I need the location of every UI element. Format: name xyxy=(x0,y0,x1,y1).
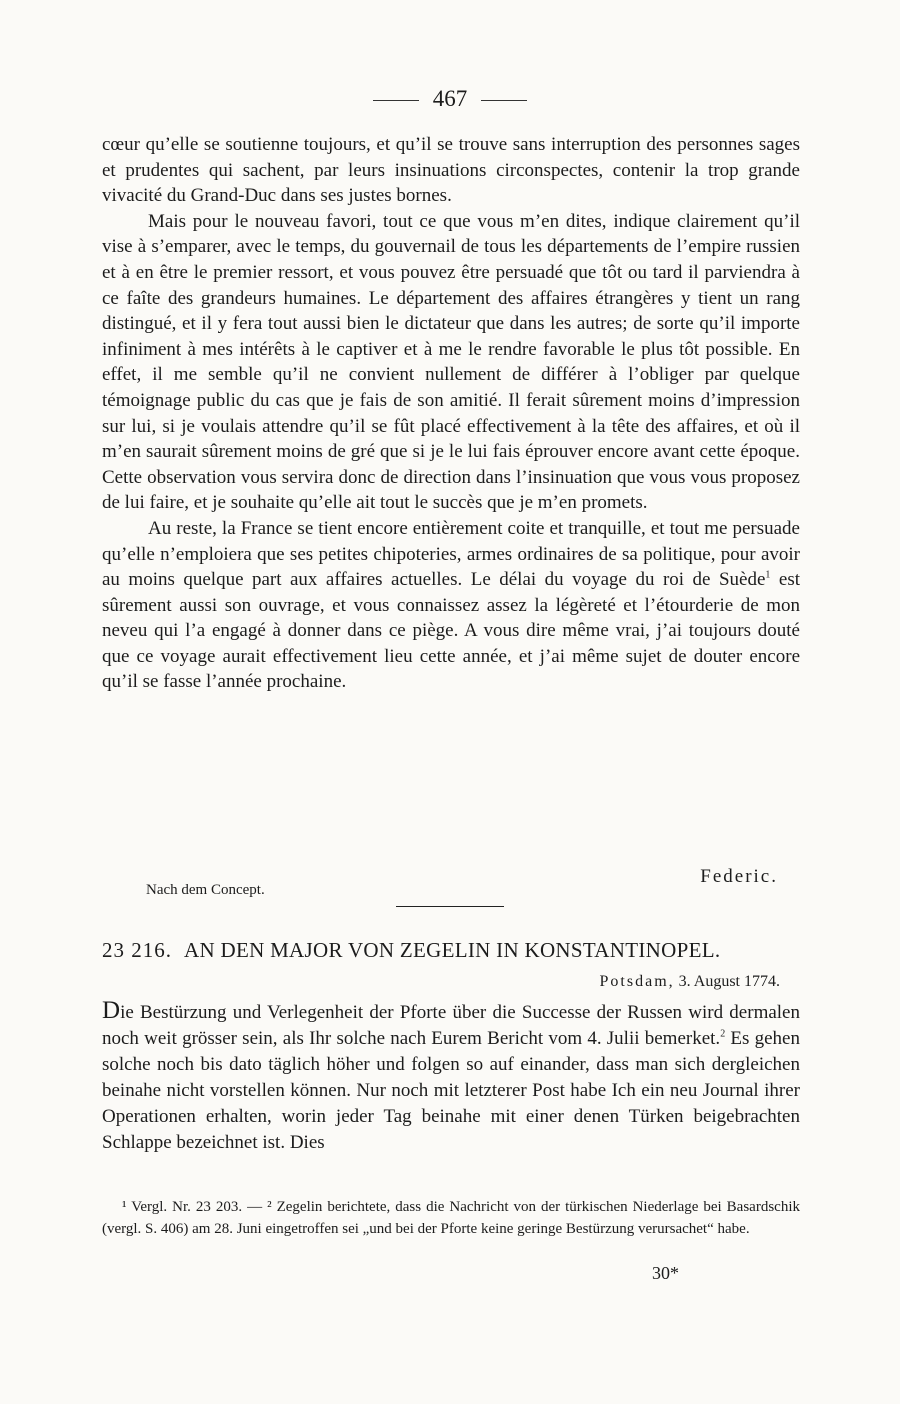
french-letter-body xyxy=(102,132,800,695)
footnote-ref-2: 2 xyxy=(720,1028,726,1040)
german-letter-body xyxy=(102,998,800,1156)
german-text-a: ie Bestürzung und Verlegenheit der Pforte über die Successe der Russen wird dermalen noch weit grösser sein, als Ihr solche nach Eurem Bericht vom 4. Julii bemerket. xyxy=(102,1002,800,1049)
source-note: Nach dem Concept. xyxy=(146,882,265,898)
document-heading xyxy=(102,938,800,963)
signature-mark: 30* xyxy=(652,1263,679,1283)
dateline xyxy=(600,973,780,991)
footnote-ref-1: 1 xyxy=(765,569,771,581)
dateline-date: 3. August 1774. xyxy=(678,973,780,990)
paragraph-3-text-b: est sûrement aussi son ouvrage, et vous connaissez assez la légèreté et l’étourderie de mon neveu qui l’a engagé à donner dans ce piège. A vous dire même vrai, j’ai toujours douté que ce voyage aurait effectivement lieu cette année, et j’ai même sujet de douter encore qu’il se fasse l’année prochaine. xyxy=(102,569,800,693)
document-title: AN DEN MAJOR VON ZEGELIN IN KONSTANTINOPEL. xyxy=(184,938,721,962)
initial-letter: D xyxy=(102,997,121,1024)
letter-closing xyxy=(102,864,800,904)
page-header xyxy=(0,84,900,114)
paragraph-2: Mais pour le nouveau favori, tout ce que vous m’en dites, indique clairement qu’il vise à s’emparer, avec le temps, du gouvernail de tous les départements de l’empire russien et à en être le premier ressort, et vous pouvez être persuadé que tôt ou tard il parviendra à ce faîte des grandeurs humaines. Le département des affaires étrangères y tient un rang distingué, et il y fera tout aussi bien le dictateur que dans les autres; de sorte qu’il importe infiniment à mes intérêts à le captiver et à me le rendre favorable le plus tôt possible. En effet, il me semble qu’il ne convient nullement de différer à l’obliger par quelque témoignage public du cas que je fais de son amitié. Il ferait sûrement moins d’impression sur lui, si je voulais attendre qu’il se fût placé effectivement à la tête des affaires, et où il m’en saurait sûrement moins de gré que si je le lui fais éprouver encore avant cette époque. Cette observation vous servira donc de direction dans l’insinuation que vous vous proposez de lui faire, et je souhaite qu’elle ait tout le succès que je m’en promets. xyxy=(102,210,800,514)
document-number: 23 216. xyxy=(102,938,172,962)
footnote-text: ¹ Vergl. Nr. 23 203. — ² Zegelin berichtete, dass die Nachricht von der türkischen Niederlage bei Basardschik (vergl. S. 406) am 28. Juni eingetroffen sei „und bei der Pforte keine geringe Bestürzung verursachet“ habe. xyxy=(102,1199,800,1237)
dateline-place: Potsdam, xyxy=(599,973,675,990)
paragraph-3 xyxy=(102,516,800,695)
german-paragraph xyxy=(102,998,800,1156)
page-number: 467 xyxy=(432,86,468,111)
paragraph-3-text-a: Au reste, la France se tient encore entièrement coite et tranquille, et tout me persuade qu’elle n’emploiera que ses petites chipoteries, armes ordinaires de sa politique, pour avoir au moins quelque part aux affaires actuelles. Le délai du voyage du roi de Suède xyxy=(102,517,800,591)
paragraph-1: cœur qu’elle se soutienne toujours, et qu’il se trouve sans interruption des personnes sages et prudentes qui sachent, par leurs insinuations circonspectes, contenir la trop grande vivacité du Grand-Duc dans ses justes bornes. xyxy=(102,134,800,207)
footnotes xyxy=(102,1196,800,1240)
header-dash-right xyxy=(481,100,527,101)
signature: Federic. xyxy=(700,866,778,887)
german-text-b: Es gehen solche noch bis dato täglich höher und folgen so auf einander, dass man sich dergleichen beinahe nicht vorstellen können. Nur noch mit letzterer Post habe Ich ein neu Journal ihrer Operationen erhalten, worin jeder Tag beinahe mit einer denen Türken beigebrachten Schlappe bezeichnet ist. Dies xyxy=(102,1028,800,1153)
header-dash-left xyxy=(373,100,419,101)
section-divider xyxy=(396,906,504,907)
